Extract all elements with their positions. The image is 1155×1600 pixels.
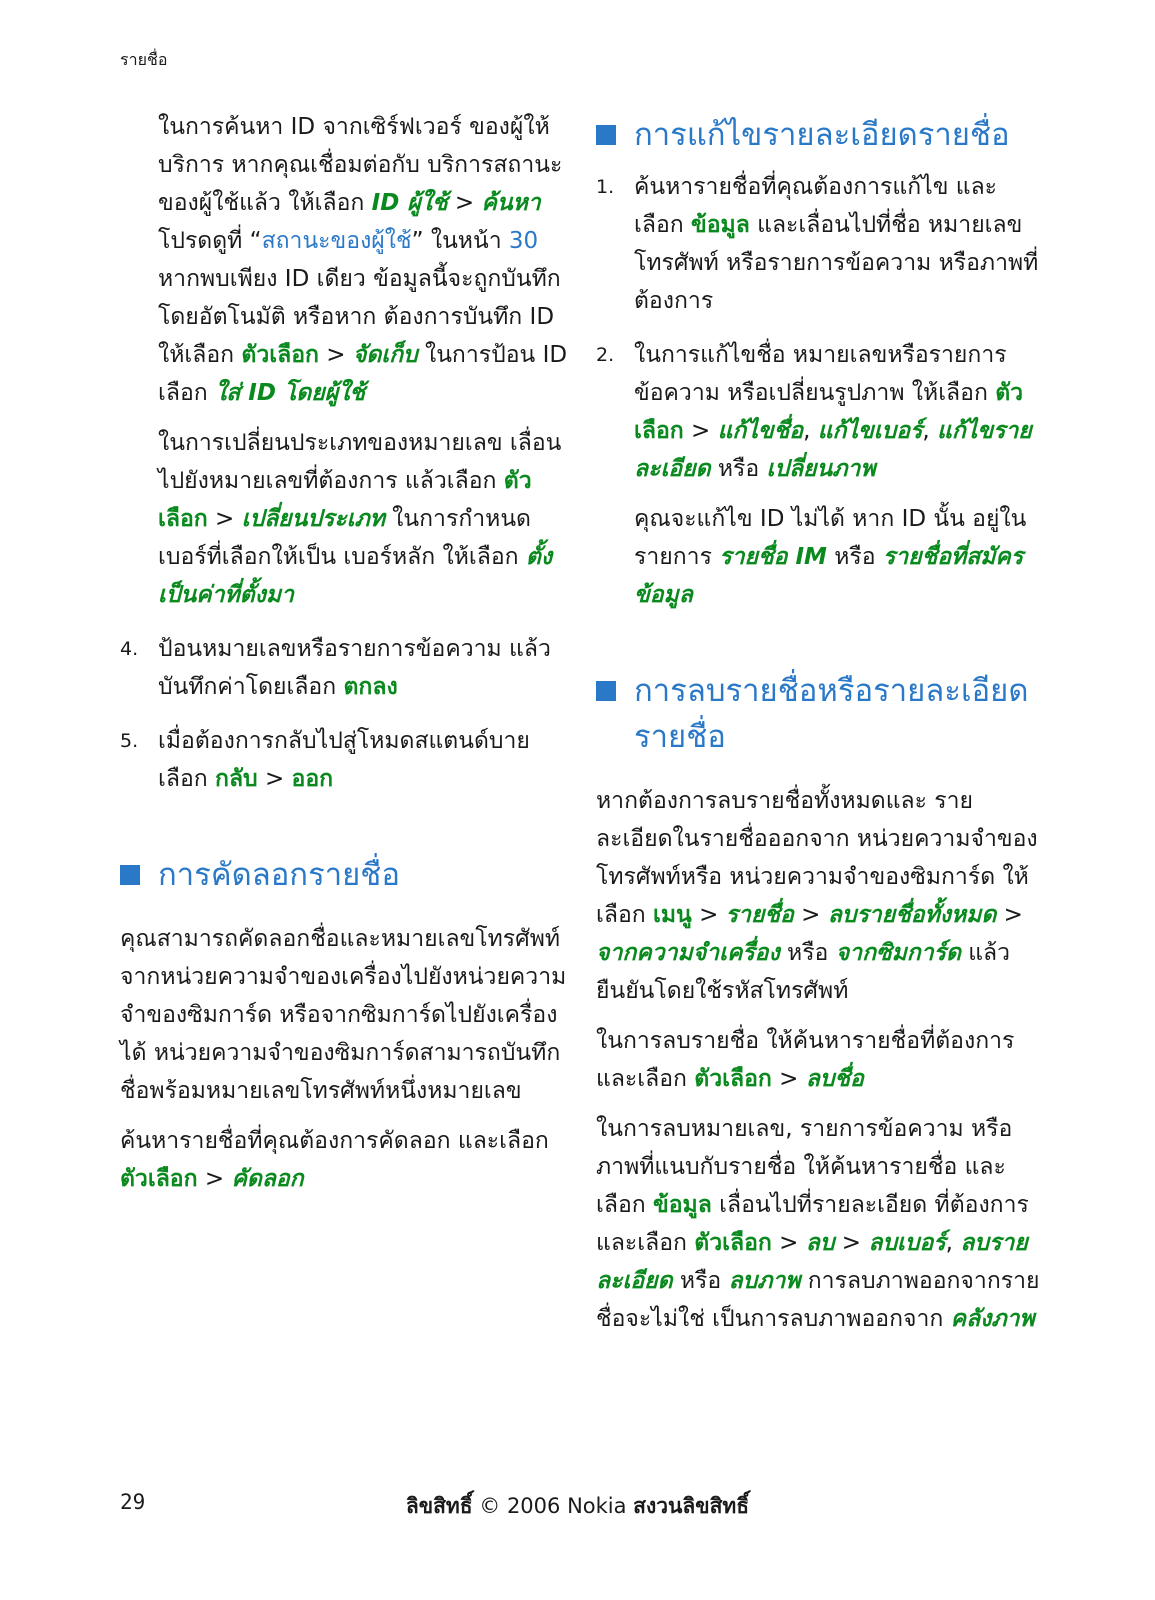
heading-square-icon: [596, 125, 616, 145]
menu-option-details: ข้อมูล: [691, 212, 750, 238]
list-item-5: 5. เมื่อต้องการกลับไปสู่โหมดสแตนด์บาย เลือก กลับ > ออก: [120, 722, 570, 798]
list-item-4: 4. ป้อนหมายเลขหรือรายการข้อความ แล้วบันทึกค่าโดยเลือก ตกลง: [120, 630, 570, 706]
cross-ref-link[interactable]: สถานะของผู้ใช้: [261, 228, 412, 254]
list-number: 4.: [120, 638, 139, 660]
menu-option-save: จัดเก็บ: [352, 342, 418, 368]
menu-option-menu: เมนู: [653, 902, 692, 928]
running-head: รายชื่อ: [120, 50, 168, 69]
heading-square-icon: [596, 681, 616, 701]
menu-option-copy: คัดลอก: [231, 1166, 304, 1192]
list-number: 1.: [596, 176, 615, 198]
section-heading-copy: การคัดลอกรายชื่อ: [120, 852, 570, 898]
menu-option-gallery: คลังภาพ: [950, 1306, 1035, 1332]
menu-option-details: ข้อมูล: [653, 1192, 712, 1218]
menu-option-from-phone: จากความจำเครื่อง: [596, 940, 780, 966]
menu-option-options: ตัวเลือก: [241, 342, 319, 368]
menu-option-change-image: เปลี่ยนภาพ: [766, 456, 876, 482]
menu-option-options: ตัวเลือก: [694, 1066, 772, 1092]
page-number: 29: [120, 1490, 146, 1514]
menu-option-delete-name: ลบชื่อ: [805, 1066, 864, 1092]
menu-option-options: ตัวเลือก: [694, 1230, 772, 1256]
menu-option-back: กลับ: [215, 766, 258, 792]
change-type-paragraph: ในการเปลี่ยนประเภทของหมายเลข เลื่อนไปยังหมายเลขที่ต้องการ แล้วเลือก ตัวเลือก > เปลี่ยนประเภท ในการกำหนดเบอร์ที่เลือกให้เป็น เบอร์หลัก ให้เลือก ตั้งเป็นค่าที่ตั้งมา: [158, 430, 562, 608]
menu-option-delete-detail: ลบรายละเอียด: [596, 1230, 1028, 1294]
heading-square-icon: [120, 865, 140, 885]
section-heading-edit: การแก้ไขรายละเอียดรายชื่อ: [596, 112, 1046, 158]
menu-option-user-id: ID ผู้ใช้: [371, 190, 448, 216]
menu-option-search: ค้นหา: [481, 190, 541, 216]
left-column: [120, 108, 570, 1198]
menu-option-options: ตัวเลือก: [120, 1166, 198, 1192]
copyright-notice: ลิขสิทธิ์ © 2006 Nokia สงวนลิขสิทธิ์: [405, 1494, 750, 1518]
menu-option-delete-all: ลบรายชื่อทั้งหมด: [827, 902, 997, 928]
menu-option-options: ตัวเลือก: [634, 380, 1024, 444]
menu-option-edit-detail: แก้ไขรายละเอียด: [634, 418, 1032, 482]
copy-intro-paragraph: คุณสามารถคัดลอกชื่อและหมายเลขโทรศัพท์จากหน่วยความจำของเครื่องไปยังหน่วยความจำของซิมการ์ด หรือจากซิมการ์ดไปยังเครื่องได้ หน่วยความจำของซิมการ์ดสามารถบันทึกชื่อพร้อมหมายเลขโทรศัพท์หนึ่งหมายเลข: [120, 926, 567, 1104]
edit-note-paragraph: คุณจะแก้ไข ID ไม่ได้ หาก ID นั้น อยู่ในรายการ รายชื่อ IM หรือ รายชื่อที่สมัครข้อมูล: [634, 506, 1027, 608]
menu-option-edit-number: แก้ไขเบอร์: [817, 418, 923, 444]
menu-option-contacts: รายชื่อ: [725, 902, 794, 928]
menu-option-from-sim: จากซิมการ์ด: [835, 940, 961, 966]
delete-all-paragraph: หากต้องการลบรายชื่อทั้งหมดและ รายละเอียดในรายชื่อออกจาก หน่วยความจำของโทรศัพท์หรือ หน่วยความจำของซิมการ์ด ให้เลือก เมนู > รายชื่อ > ลบรายชื่อทั้งหมด > จากความจำเครื่อง หรือ จากซิมการ์ด แล้วยืนยันโดยใช้รหัสโทรศัพท์: [596, 788, 1038, 1004]
list-item-1: 1. ค้นหารายชื่อที่คุณต้องการแก้ไข และเลือก ข้อมูล และเลื่อนไปที่ชื่อ หมายเลขโทรศัพท์ หรือรายการข้อความ หรือภาพที่ต้องการ: [596, 168, 1046, 320]
menu-option-exit: ออก: [291, 766, 334, 792]
menu-option-delete: ลบ: [805, 1230, 835, 1256]
menu-option-enter-id: ใส่ ID โดยผู้ใช้: [215, 380, 366, 406]
menu-option-change-type: เปลี่ยนประเภท: [241, 506, 385, 532]
menu-option-im-contacts: รายชื่อ IM: [719, 544, 827, 570]
server-id-paragraph: ในการค้นหา ID จากเซิร์ฟเวอร์ ของผู้ให้บริการ หากคุณเชื่อมต่อกับ บริการสถานะของผู้ใช้แล้ว ให้เลือก ID ผู้ใช้ > ค้นหา โปรดดูที่ “สถานะของผู้ใช้” ในหน้า 30 หากพบเพียง ID เดียว ข้อมูลนี้จะถูกบันทึกโดยอัตโนมัติ หรือหาก ต้องการบันทึก ID ให้เลือก ตัวเลือก > จัดเก็บ ในการป้อน ID เลือก ใส่ ID โดยผู้ใช้: [158, 114, 568, 406]
menu-option-edit-name: แก้ไขชื่อ: [717, 418, 804, 444]
menu-option-delete-image: ลบภาพ: [728, 1268, 801, 1294]
menu-option-subscribed-contacts: รายชื่อที่สมัครข้อมูล: [634, 544, 1024, 608]
delete-detail-paragraph: ในการลบหมายเลข, รายการข้อความ หรือภาพที่แนบกับรายชื่อ ให้ค้นหารายชื่อ และเลือก ข้อมูล เลื่อนไปที่รายละเอียด ที่ต้องการ และเลือก ตัวเลือก > ลบ > ลบเบอร์, ลบรายละเอียด หรือ ลบภาพ การลบภาพออกจากรายชื่อจะไม่ใช่ เป็นการลบภาพออกจาก คลังภาพ: [596, 1116, 1040, 1332]
menu-option-options: ตัวเลือก: [158, 468, 532, 532]
section-heading-delete: การลบรายชื่อหรือรายละเอียดรายชื่อ: [596, 668, 1046, 760]
right-column: [596, 108, 1046, 1338]
list-number: 2.: [596, 344, 615, 366]
delete-contact-paragraph: ในการลบรายชื่อ ให้ค้นหารายชื่อที่ต้องการ และเลือก ตัวเลือก > ลบชื่อ: [596, 1028, 1015, 1092]
list-number: 5.: [120, 730, 139, 752]
list-item-2: 2. ในการแก้ไขชื่อ หมายเลขหรือรายการ ข้อความ หรือเปลี่ยนรูปภาพ ให้เลือก ตัวเลือก > แก้ไขชื่อ, แก้ไขเบอร์, แก้ไขรายละเอียด หรือ เปลี่ยนภาพ: [596, 336, 1046, 488]
menu-option-ok: ตกลง: [343, 674, 398, 700]
copy-steps-paragraph: ค้นหารายชื่อที่คุณต้องการคัดลอก และเลือก ตัวเลือก > คัดลอก: [120, 1128, 549, 1192]
menu-option-delete-number: ลบเบอร์: [868, 1230, 946, 1256]
page-ref-link[interactable]: 30: [508, 228, 539, 254]
menu-option-set-default: ตั้งเป็นค่าที่ตั้งมา: [158, 544, 553, 608]
